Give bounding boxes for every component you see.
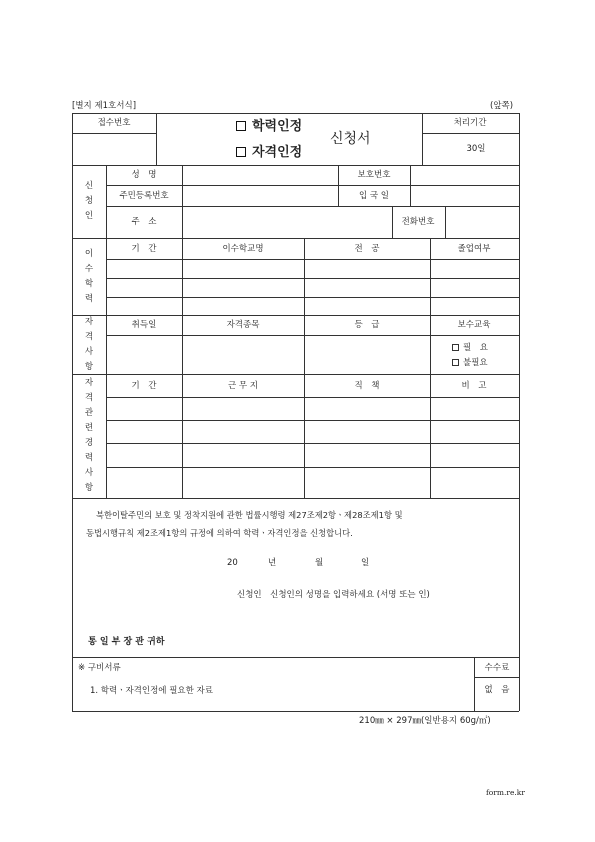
- receipt-number-label: 접수번호: [97, 118, 131, 128]
- border-top: [72, 113, 519, 114]
- address-label: 주 소: [131, 217, 157, 227]
- edu-header-period: 기 간: [131, 244, 157, 254]
- section-applicant-label: 신 청 인: [84, 181, 94, 221]
- training-option-not-required[interactable]: 불필요: [452, 359, 488, 368]
- career-header-period: 기 간: [131, 381, 157, 391]
- section-education-label: 이 수 학 력: [84, 249, 94, 304]
- name-label: 성 명: [131, 170, 157, 180]
- border-right: [519, 113, 520, 711]
- training-option-required[interactable]: 필 요: [452, 344, 488, 353]
- protection-number-field[interactable]: [411, 166, 518, 184]
- career-header-workplace: 근 무 지: [227, 381, 259, 391]
- resident-number-label: 주민등록번호: [119, 191, 169, 201]
- edu-header-major: 전 공: [354, 244, 380, 254]
- checkbox-icon[interactable]: [236, 121, 246, 131]
- addressee: 통 일 부 장 관 귀하: [88, 637, 165, 647]
- title-option-education[interactable]: 학력인정: [236, 120, 302, 133]
- paper-size-note: 210㎜ × 297㎜(일반용지 60g/㎡): [359, 716, 491, 726]
- entry-date-field[interactable]: [411, 186, 518, 205]
- section-qualification-label: 자 격 사 항: [84, 317, 94, 372]
- site-watermark: form.re.kr: [486, 788, 525, 797]
- qual-header-date: 취득일: [131, 320, 157, 330]
- qual-header-training: 보수교육: [457, 320, 491, 330]
- qual-header-type: 자격종목: [226, 320, 260, 330]
- border-bottom: [72, 711, 519, 712]
- date-century: 20: [227, 558, 238, 568]
- phone-field[interactable]: [446, 207, 518, 237]
- processing-period-label: 처리기간: [453, 118, 487, 128]
- fee-value: 없 음: [484, 685, 510, 695]
- checkbox-icon[interactable]: [452, 344, 459, 351]
- edu-header-graduation: 졸업여부: [457, 244, 491, 254]
- resident-number-field[interactable]: [183, 186, 337, 205]
- name-field[interactable]: [183, 166, 337, 184]
- form-title: 신청서: [330, 131, 371, 147]
- section-career-label: 자 격 관 련 경 력 사 항: [84, 378, 94, 493]
- statement-line-1: 북한이탈주민의 보호 및 정착지원에 관한 법률시행령 제27조제2항ㆍ제28조제1항 및: [96, 510, 403, 520]
- qual-header-grade: 등 급: [354, 320, 380, 330]
- required-documents-label: ※ 구비서류: [78, 663, 121, 673]
- page-side-label: (앞쪽): [490, 101, 514, 111]
- entry-date-label: 입 국 일: [358, 191, 390, 201]
- processing-period-value: 30일: [466, 144, 486, 154]
- statement-line-2: 동법시행규칙 제2조제1항의 규정에 의하여 학력ㆍ자격인정을 신청합니다.: [86, 528, 353, 538]
- fee-label: 수수료: [484, 663, 510, 673]
- date-month-label: 월: [315, 558, 324, 568]
- protection-number-label: 보호번호: [357, 170, 391, 180]
- applicant-signature-line[interactable]: 신청인 신청인의 성명을 입력하세요 (서명 또는 인): [237, 590, 430, 600]
- career-header-position: 직 책: [354, 381, 380, 391]
- career-header-remarks: 비 고: [461, 381, 487, 391]
- date-day-label: 일: [361, 558, 370, 568]
- address-field[interactable]: [183, 207, 391, 237]
- date-year-label: 년: [268, 558, 277, 568]
- phone-label: 전화번호: [401, 217, 435, 227]
- border-left: [72, 113, 73, 711]
- title-option-qualification[interactable]: 자격인정: [236, 146, 302, 159]
- form-number-label: [별지 제1호서식]: [72, 101, 137, 111]
- checkbox-icon[interactable]: [452, 359, 459, 366]
- required-document-item-1: 1. 학력ㆍ자격인정에 필요한 자료: [90, 686, 213, 696]
- checkbox-icon[interactable]: [236, 147, 246, 157]
- edu-header-school: 이수학교명: [222, 244, 264, 254]
